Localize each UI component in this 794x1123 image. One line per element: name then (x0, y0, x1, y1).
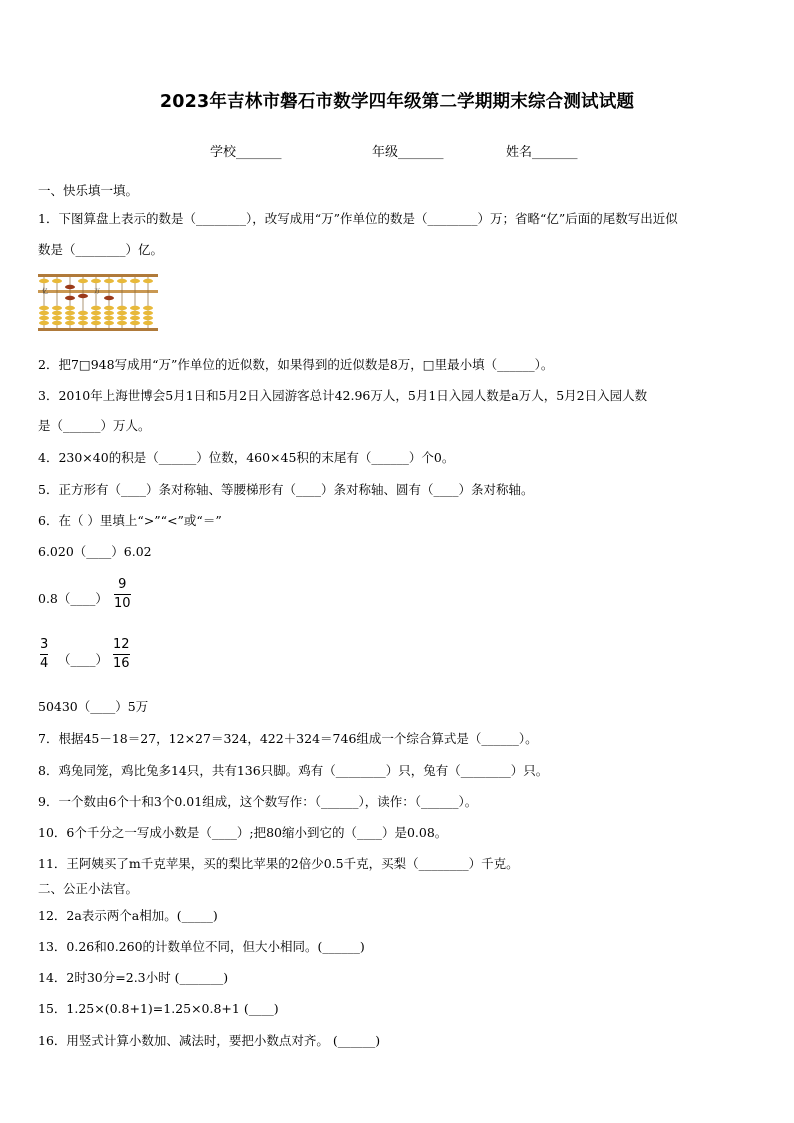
question-13: 13．0.26和0.260的计数单位不同，但大小相同。(______) (38, 939, 365, 954)
question-16: 16．用竖式计算小数加、减法时，要把小数点对齐。 (______) (38, 1033, 381, 1048)
question-2: 2．把7□948写成用“万”作单位的近似数，如果得到的近似数是8万，□里最小填（______）。 (38, 357, 554, 372)
fraction-numerator: 9 (118, 577, 127, 592)
fraction-bar (114, 594, 131, 595)
fraction-bar (113, 654, 130, 655)
question-11: 11．王阿姨买了m千克苹果，买的梨比苹果的2倍少0.5千克，买梨（________）千克。 (38, 856, 519, 871)
fraction-denominator: 10 (114, 596, 131, 611)
question-12: 12．2a表示两个a相加。(_____) (38, 908, 218, 923)
grade-field[interactable]: 年级_______ (372, 145, 444, 160)
fraction-3-4 (40, 637, 48, 672)
question-6d: 50430（____）5万 (38, 699, 149, 714)
fraction-9-10 (114, 577, 131, 612)
question-6: 6．在（ ）里填上“>”“<”或“＝” (38, 513, 222, 528)
fraction-numerator: 3 (40, 637, 49, 652)
question-15: 15．1.25×(0.8+1)=1.25×0.8+1 (____) (38, 1001, 279, 1016)
page-title: 2023年吉林市磐石市数学四年级第二学期期末综合测试试题 (159, 92, 635, 112)
question-3-line-1: 3．2010年上海世博会5月1日和5月2日入园游客总计42.96万人，5月1日入园人数是a万人，5月2日入园人数 (38, 388, 648, 403)
fraction-bar (40, 654, 48, 655)
question-10: 10．6个千分之一写成小数是（____）;把80缩小到它的（____）是0.08。 (38, 825, 448, 840)
fraction-denominator: 16 (113, 656, 130, 671)
school-field[interactable]: 学校_______ (210, 145, 282, 160)
section-1-heading: 一、快乐填一填。 (38, 183, 139, 198)
abacus-image (37, 272, 159, 334)
question-8: 8．鸡兔同笼，鸡比兔多14只，共有136只脚。鸡有（________）只，兔有（________）只。 (38, 763, 549, 778)
question-1-line-2: 数是（________）亿。 (38, 242, 164, 257)
fraction-numerator: 12 (113, 637, 130, 652)
question-4: 4．230×40的积是（______）位数，460×45积的末尾有（______）个0。 (38, 450, 455, 465)
fraction-denominator: 4 (40, 656, 49, 671)
abacus-label-wan: 万 (94, 288, 101, 295)
question-1-line-1: 1．下图算盘上表示的数是（________），改写成用“万”作单位的数是（________）万；省略“亿”后面的尾数写出近似 (38, 211, 678, 226)
fraction-12-16 (113, 637, 130, 672)
section-2-heading: 二、公正小法官。 (38, 881, 139, 896)
question-9: 9．一个数由6个十和3个0.01组成，这个数写作：（______），读作：（______）。 (38, 794, 478, 809)
question-14: 14．2时30分=2.3小时 (_______) (38, 970, 229, 985)
question-3-line-2: 是（______）万人。 (38, 418, 151, 433)
abacus-label-yi: 亿 (42, 288, 49, 295)
question-6a: 6.020（____）6.02 (38, 544, 152, 559)
question-7: 7．根据45－18＝27，12×27＝324，422＋324＝746组成一个综合算式是（______）。 (38, 731, 538, 746)
question-6c-mid: （____） (58, 652, 109, 667)
question-6b-left: 0.8（____） (38, 591, 108, 606)
name-field[interactable]: 姓名_______ (506, 145, 578, 160)
question-5: 5．正方形有（____）条对称轴、等腰梯形有（____）条对称轴、圆有（____）条对称轴。 (38, 482, 534, 497)
